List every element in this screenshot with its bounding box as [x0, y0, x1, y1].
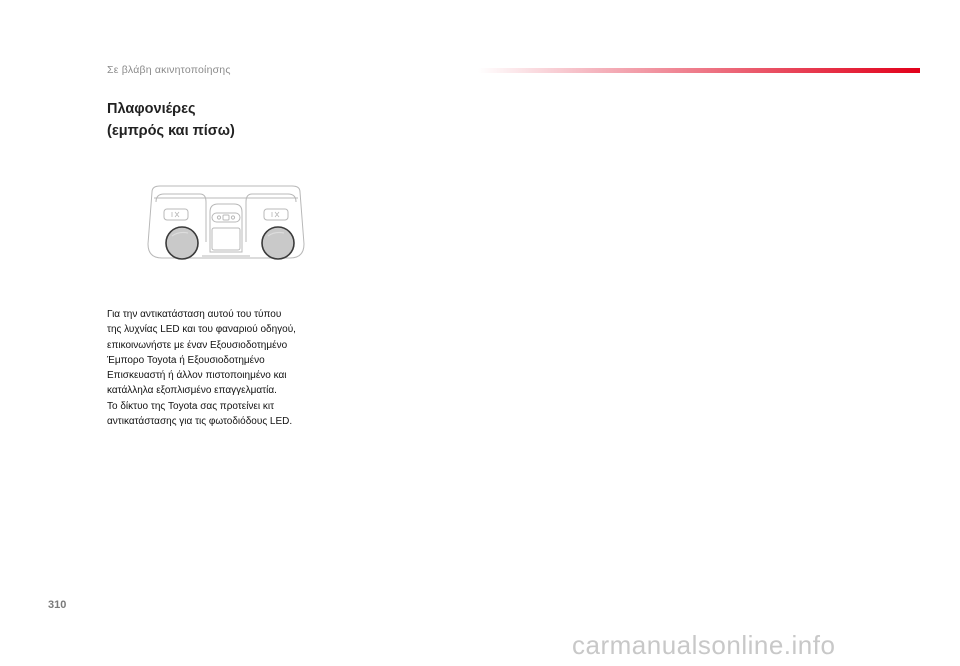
body-line: κατάλληλα εξοπλισμένο επαγγελματία.	[107, 385, 277, 397]
body-line: Έμπορο Toyota ή Εξουσιοδοτημένο	[107, 354, 265, 366]
body-line: επικοινωνήστε με έναν Εξουσιοδοτημένο	[107, 339, 288, 351]
instruction-paragraph	[107, 307, 347, 429]
page-title-line-2: (εμπρός και πίσω)	[107, 123, 235, 139]
body-line: Επισκευαστή ή άλλον πιστοποιημένο και	[107, 370, 287, 382]
page-title	[107, 98, 235, 142]
header-accent-rule	[478, 68, 920, 73]
body-line: της λυχνίας LED και του φαναριού οδηγού,	[107, 324, 296, 336]
watermark: carmanualsonline.info	[572, 630, 836, 660]
courtesy-light-icon	[142, 182, 310, 266]
page-title-line-1: Πλαφονιέρες	[107, 101, 196, 117]
body-line: Το δίκτυο της Toyota σας προτείνει κιτ	[107, 400, 275, 412]
body-line: Για την αντικατάσταση αυτού του τύπου	[107, 309, 282, 320]
body-line: αντικατάστασης για τις φωτοδιόδους LED.	[107, 416, 293, 428]
page-number: 310	[48, 599, 67, 611]
section-header: Σε βλάβη ακινητοποίησης	[107, 64, 231, 76]
